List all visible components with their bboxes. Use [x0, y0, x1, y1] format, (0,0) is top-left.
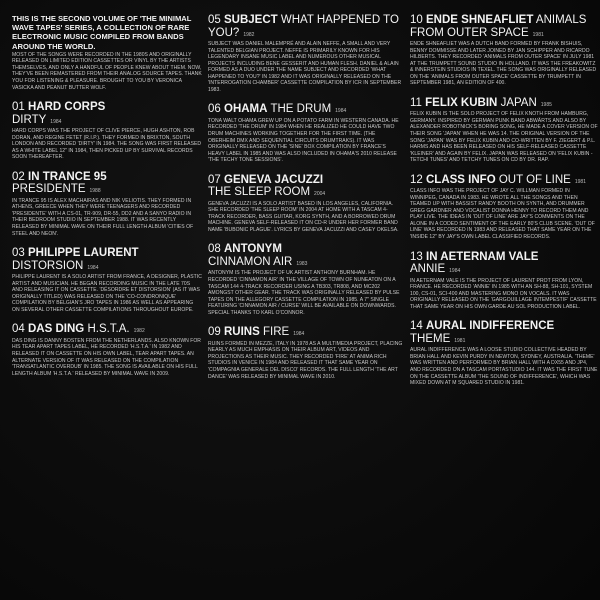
track-song: THEME 1981 [410, 332, 466, 345]
track-song: THE DRUM [270, 103, 332, 116]
track-year: 1983 [296, 260, 308, 267]
track-title-line [208, 243, 404, 270]
track-entry [410, 251, 598, 311]
track-song: FIRE [262, 326, 290, 339]
track-number: 05 [208, 14, 221, 26]
track-entry [208, 103, 404, 163]
track-number: 02 [12, 170, 25, 183]
track-number: 08 [208, 243, 221, 256]
track-notes: AURAL INDIFFERENCE WAS A LOOSE STUDIO COLLECTIVE HEADED BY BRIAN HALL AND KEVIN PURDY IN NEWTON, SYDNEY, AUSTRALIA. 'THEME' WAS WRITTEN AND PERFORMED BY BRIAN HALL WITH A DX55 AND JP4, AND RECORDED ON A TASCAM PORTASTUDIO 144. IT WAS THE FIRST TUNE ON THE CASSETTE ALBUM 'THE SOUND OF INDIFFERENCE', WHICH WAS MIXED DOWN AT M SQUARED STUDIO IN 1981. [410, 347, 598, 387]
track-entry [208, 174, 404, 234]
track-title-line [410, 251, 598, 278]
track-title-line [410, 320, 598, 347]
track-song: H.S.T.A. [87, 323, 130, 336]
track-number: 11 [410, 96, 422, 109]
track-title-line [12, 323, 202, 338]
track-year: 1988 [89, 188, 101, 195]
track-entry [410, 14, 598, 87]
track-artist: OHAMA [224, 103, 268, 116]
track-song: JAPAN [500, 96, 537, 109]
track-song: OUT OF LINE [498, 173, 571, 186]
track-number: 09 [208, 326, 221, 339]
track-number: 03 [12, 247, 25, 260]
track-title-line [410, 174, 598, 189]
track-number: 13 [410, 250, 423, 263]
track-notes: GENEVA JACUZZI IS A SOLO ARTIST BASED IN LOS ANGELES, CALIFORNIA. SHE RECORDED 'THE SLEEP ROOM' IN 2004 AT HOME WITH A TASCAM 4-TRACK RECORDER, BASS GUITAR, KORG SYNTH, AND A BORROWED DRUM MACHINE. GENEVA SELF-RELEASED IT ON CD-R UNDER HER FORMER BAND NAME 'BUBONIC PLAGUE'. LYRICS BY GENEVA JACUZZI AND CASEY OKELSA. [208, 200, 399, 233]
track-notes: IN AETERNAM VALE IS THE PROJECT OF LAURENT PROT FROM LYON, FRANCE. HE RECORDED 'ANNIE' IN 1985 WITH AN SH-88, SH-101, SYSTEM 100, CS-01, SCI-400 AND MASTERING MONO ON VOCALS. IT WAS ORIGINALLY RELEASED ON THE 'GARGOUILLAGE INTEMPESTIF' CASSETTE THAT SAME YEAR ON HIS OWN GARDE AU SOL PRODUCTION LABEL. [410, 277, 597, 310]
intro-block [12, 14, 202, 91]
track-title-line [208, 326, 404, 341]
track-entry [410, 97, 598, 164]
track-year: 1984 [335, 108, 347, 115]
track-song: DISTORSION 1984 [12, 259, 99, 272]
track-number: 14 [410, 320, 423, 333]
track-song: THE SLEEP ROOM 2004 [208, 186, 326, 199]
track-entry [12, 247, 202, 313]
track-artist: HARD CORPS [28, 101, 106, 114]
track-entry [12, 323, 202, 377]
track-title-line [12, 171, 202, 198]
track-title-line [12, 101, 202, 128]
track-number: 10 [410, 14, 423, 26]
track-number: 06 [208, 103, 221, 116]
track-entry [410, 174, 598, 241]
track-song: ANIMALS FROM OUTER SPACE [410, 14, 587, 39]
intro-body: MOST OF THE SONGS WERE RECORDED IN THE 1980S AND ORIGINALLY RELEASED ON LIMITED EDITION CASSETTES OR VINYL BY THE ARTISTS THEMSELVES, AND ONLY A HANDFUL OF PEOPLE KNEW ABOUT THEM. NOW, THEY'VE BEEN REMASTERED FROM THEIR ANALOG SOURCE TAPES. THANK YOU FOR LISTENING & PLEASURE. BROUGHT TO YOU BY VERONICA VASICKA AND PEANUT BUTTER WOLF. [12, 51, 202, 91]
intro-lead: THIS IS THE SECOND VOLUME OF 'THE MINIMAL WAVE TAPES' SERIES, A COLLECTION OF RARE ELECTRONIC MUSIC COMPILED FROM BANDS AROUND THE WORLD. [12, 14, 192, 51]
track-artist: ANTONYM [224, 243, 282, 256]
track-number: 04 [12, 323, 25, 336]
track-artist: AURAL INDIFFERENCE [426, 320, 555, 333]
track-year: 1981 [532, 31, 544, 38]
track-year: 1982 [243, 31, 255, 38]
track-title-line [410, 97, 598, 112]
track-notes: FELIX KUBIN IS THE SOLO PROJECT OF FELIX KNOTH FROM HAMBURG, GERMANY. INSPIRED BY GERMAN PUNK BAND ABWÄRTS AND ALSO BY ALEXANDER ROBOTNICK'S BORING SONG, HE MADE A COVER VERSION OF THEIR SONG 'JAPAN' WHEN HE WAS 14. THE ORIGINAL VERSION OF THE SONG 'JAPAN' WAS BY FELIX KUBIN AND CO-WRITTEN BY F. ZIEGERT & P.L. HARMS AND HAS BEEN RELEASED ON HIS SELF-RELEASED CASSETTE 'KLEINER' AND AGAIN BY FELIX. JAPAN WAS RELEASED ON 'FELIX KUBIN - TETCHI TUNES' AND TETCHY TUNES ON CD BY DR. RAP. [410, 111, 598, 164]
track-title-line [410, 14, 598, 41]
track-artist: SUBJECT [224, 14, 278, 26]
track-notes: ENDE SHNEAFLIET WAS A DUTCH BAND FORMED BY FRANK BISHUIS, BENNY DOMMISSE AND LATER JOINED BY JAN SCHIPPER AND RICARDO HILBERTS. THEY RECORDED 'ANIMALS FROM OUTER SPACE' IN JULY 1981 AT THE TRUMPETT SOUND STUDIO IN HOLLAND. IT WAS THE FREAKOWITZ & INNERSTEIN STUDIOS IN TEXEL. THE SONG WAS ORIGINALLY RELEASED ON THE 'ANIMALS FROM OUTER SPACE' CASSETTE BY TRUMPETT IN SEPTEMBER 1981, AN EDITION OF 400. [410, 41, 597, 87]
track-number: 12 [410, 173, 423, 186]
track-entry [208, 243, 404, 316]
track-notes: TONA WALT OHAMA GREW UP ON A POTATO FARM IN WESTERN CANADA. HE RECORDED 'THE DRUM' IN 1984 WHEN HE REALIZED HE COULD HAVE TWO DRUM MACHINES WORKING TOGETHER FOR THE FIRST TIME. (THE OBERHEIM DMX AND SEQUENTIAL CIRCUITS DRUMTRAKS). IT WAS ORIGINALLY RELEASED ON THE 'SINE' BOX COMPILATION BY FRANCE'S HEAVY LABEL IN 1985 AND WAS ALSO INCLUDED IN OHAMA'S 2010 RELEASE 'THE TECHY TONE SESSIONS'. [208, 117, 399, 164]
track-entry [12, 101, 202, 161]
column-left [12, 14, 202, 592]
track-year: 1984 [293, 331, 305, 338]
track-year: 1985 [540, 101, 552, 108]
track-artist: RUINS [224, 326, 260, 339]
column-middle [208, 14, 404, 592]
track-year: 1984 [87, 264, 99, 271]
track-artist: IN AETERNAM VALE [426, 250, 539, 263]
track-entry [12, 171, 202, 237]
track-artist: ENDE SHNEAFLIET [426, 14, 534, 26]
track-number: 01 [12, 101, 25, 114]
track-song: PRESIDENTE 1988 [12, 183, 101, 196]
track-entry [410, 320, 598, 386]
track-notes: IN TRANCE 95 IS ALEX MACHAIRAS AND NIK VELIOTIS. THEY FORMED IN ATHENS, GREECE WHEN THEY WERE TEENAGERS AND RECORDED 'PRESIDENTE' WITH A CS-01, TR-909, DR-55, DD2 AND A SANYO RADIO IN THEIR BEDROOM STUDIO IN SEPTEMBER 1988. IT WAS RECENTLY RELEASED BY MINIMAL WAVE ON THEIR FULL LENGTH ALBUM 'CITIES OF STEEL AND NEON'. [12, 197, 194, 237]
track-title-line [12, 247, 202, 274]
track-artist: GENEVA JACUZZI [224, 173, 324, 186]
track-year: 1981 [574, 178, 586, 185]
track-notes: ANTONYM IS THE PROJECT OF UK ARTIST ANTHONY BURNHAM. HE RECORDED 'CINNAMON AIR' IN THE VILLAGE OF TOWN OF NUNEATON ON A TASCAM 144 4-TRACK RECORDER USING A TB303, TR808, AND MC202 AMONGST OTHER GEAR. THE TRACK WAS ORIGINALLY RELEASED BY PULSE TAPES ON THE ALLEGORY CASSETTE COMPILATION IN 1985. A 7" SINGLE FEATURING 'CINNAMON AIR / CURSE' WILL BE AVAILABLE ON DOWNWARDS. SPECIAL THANKS TO KARL O'CONNOR. [208, 270, 400, 316]
track-notes: RUINS FORMED IN MEZZE, ITALY IN 1978 AS A MULTIMEDIA PROJECT, PLACING NEARLY AS MUCH EMPHASIS ON THEIR ALBUM ART, VIDEOS AND PROJECTIONS AS THEIR MUSIC. THEY RECORDED 'FIRE' AT ANIMA RICH STUDIOS IN VENICE IN 1984 AND RELEASED IT THAT SAME YEAR ON 'COMPAGNIA GENERALE DEL DISCO' RECORDS. THE FULL LENGTH 'THE ART DANCE' WAS RELEASED BY MINIMAL WAVE IN 2010. [208, 340, 403, 380]
column-right [410, 14, 598, 592]
track-notes: PHILIPPE LAURENT IS A SOLO ARTIST FROM FRANCE, A DESIGNER, PLASTIC ARTIST AND MUSICIAN. HE BEGAN RECORDING MUSIC IN THE LATE 70S AND RELEASING IT ON CASSETTE. 'DÉSORDRE ET DISTORSION' (AS IT WAS ORIGINALLY TITLED) WAS RELEASED ON THE 'CO-CONDRONIQUE' COMPILATION BY BELGIAN'S JRO TAPES IN 1986 AS WELL AS APPEARING ON SEVERAL OTHER CASSETTE COMPILATIONS THROUGHOUT EUROPE. [12, 274, 202, 313]
track-artist: FELIX KUBIN [425, 96, 498, 109]
track-song: ANNIE 1984 [410, 263, 461, 276]
track-artist: IN TRANCE 95 [28, 170, 107, 183]
track-year: 2004 [314, 191, 326, 198]
track-song: DIRTY 1984 [12, 113, 62, 126]
track-title-line [208, 174, 404, 201]
track-entry [208, 14, 404, 93]
track-title-line [208, 103, 404, 118]
track-artist: DAS DING [28, 323, 85, 336]
track-notes: DAS DING IS DANNY BOSTEN FROM THE NETHERLANDS. ALSO KNOWN FOR HIS TEAR APART TAPES LABEL, HE RECORDED 'H.S.T.A.' IN 1982 AND RELEASED IT ON CASSETTE ON HIS OWN LABEL, TEAR APART TAPES. AN ALTERNATE VERSION OF IT WAS RELEASED ON THE COMPILATION 'TRANSATLANTIC OVERDUB' IN 1985. THE SONG IS AVAILABLE ON HIS FULL LENGTH ALBUM 'H.S.T.A.' RELEASED BY MINIMAL WAVE IN 2009. [12, 337, 201, 377]
track-year: 1984 [50, 118, 62, 125]
track-number: 07 [208, 173, 221, 186]
track-artist: PHILIPPE LAURENT [28, 247, 139, 260]
track-song: CINNAMON AIR 1983 [208, 255, 308, 268]
track-notes: HARD CORPS WAS THE PROJECT OF CLIVE PIERCE, HUGH ASHTON, ROB DORAN, AND REGINE FETET (R.I.P.). THEY FORMED IN BRIXTON, SOUTH LONDON AND RECORDED 'DIRTY' IN 1984. THE SONG WAS FIRST RELEASED AS A WHITE LABEL 12" IN 1984, THEN PICKED UP BY SURVIVAL RECORDS SOON THEREAFTER. [12, 128, 202, 161]
track-year: 1981 [454, 337, 466, 344]
track-notes: CLASS INFO WAS THE PROJECT OF JAY C. WILLMAN FORMED IN WINNIPEG, CANADA IN 1983. HE WROTE ALL THE SONGS AND THEN TEAMED UP WITH BASSIST RANDY BOOTH ON SYNTH, AND DRUMMER GREG GARDNER AND VOCALIST DONNA HENNY TO RECORD THEM AND PLAY LIVE. THE IDEAS IN 'OUT OF LINE' ARE JAY'S COMMENTS ON THE ALONE IN A CODED SENTIMENT OF THE EARLY 80'S CLUB SCENE. 'OUT OF LINE' WAS RECORDED IN 1983 AND RELEASED THAT SAME YEAR ON THE 'INSIDE 12" BY JAY'S OWN LABEL CLASSIFIED RECORDS. [410, 188, 595, 241]
track-year: 1982 [133, 328, 145, 335]
track-artist: CLASS INFO [426, 173, 496, 186]
track-entry [208, 326, 404, 380]
track-song: WHAT HAPPENED TO YOU? [208, 14, 399, 39]
track-notes: SUBJECT WAS DANIEL MALEMPRÉ AND ALAIN NEFFE, A SMALL AND VERY TALENTED BELGIAN PROJECT. NEFFE IS PRIMARILY KNOWN FOR HIS LEGENDARY INSANE MUSIC LABEL AND NUMEROUS OTHER MUSICAL PROJECTS INCLUDING BENE GESSERIT AND HUMAN FLESH. DANIEL & ALAIN FORMED AS A DUO UNDER THE NAME SUBJECT AND RECORDED 'WHAT HAPPENED TO YOU?' IN 1982 AND IT WAS ORIGINALLY RELEASED ON THE 'INTERROGATION CHAMBER' CASSETTE COMPILATION BY ICR IN SEPTEMBER 1983. [208, 41, 402, 93]
track-title-line [208, 14, 404, 41]
track-year: 1984 [449, 268, 461, 275]
